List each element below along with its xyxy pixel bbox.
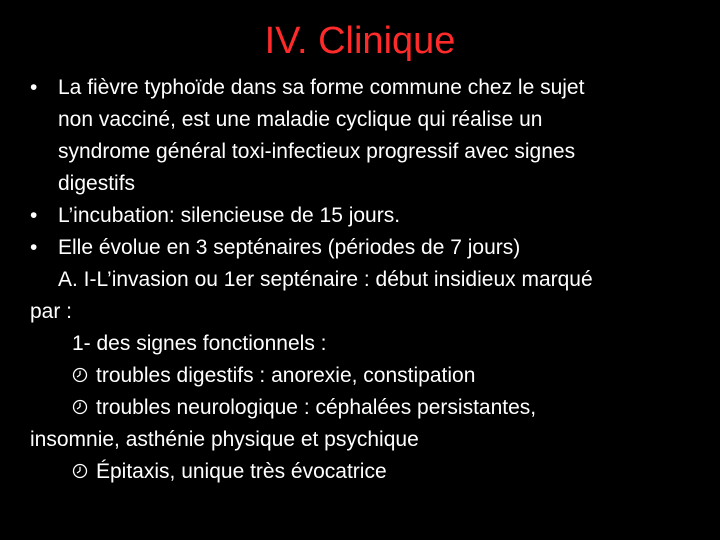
bullet-dot: • [30, 204, 38, 227]
section-a-heading: A. I-L’invasion ou 1er septénaire : début insidieux marqué [58, 268, 593, 291]
subsection-heading: 1- des signes fonctionnels : [72, 332, 327, 355]
slide-title: IV. Clinique [264, 20, 456, 62]
list-item-text: troubles neurologique : céphalées persistantes, [96, 396, 537, 419]
clock-icon [72, 399, 88, 415]
section-a-heading-continued: par : [30, 300, 73, 323]
bullet-item [30, 72, 690, 200]
bullet-line: Elle évolue en 3 septénaires (périodes de 7 jours) [58, 236, 521, 259]
bullet-dot: • [30, 76, 38, 99]
bullet-line: non vacciné, est une maladie cyclique qui réalise un [58, 108, 543, 131]
list-item-text: troubles digestifs : anorexie, constipation [96, 364, 476, 387]
bullet-line: syndrome général toxi-infectieux progressif avec signes [58, 140, 576, 163]
bullet-line: L’incubation: silencieuse de 15 jours. [58, 204, 401, 227]
list-item-continued: insomnie, asthénie physique et psychique [30, 428, 419, 451]
clock-icon [72, 463, 88, 479]
clock-icon [72, 367, 88, 383]
bullet-line: La fièvre typhoïde dans sa forme commune chez le sujet [58, 76, 585, 99]
bullet-dot: • [30, 236, 38, 259]
list-item [30, 360, 690, 392]
bullet-item [30, 232, 690, 264]
list-item-text: Épitaxis, unique très évocatrice [96, 460, 387, 483]
slide-body [30, 72, 690, 488]
bullet-line: digestifs [58, 172, 136, 195]
list-item [30, 392, 690, 424]
list-item [30, 456, 690, 488]
bullet-item [30, 200, 690, 232]
